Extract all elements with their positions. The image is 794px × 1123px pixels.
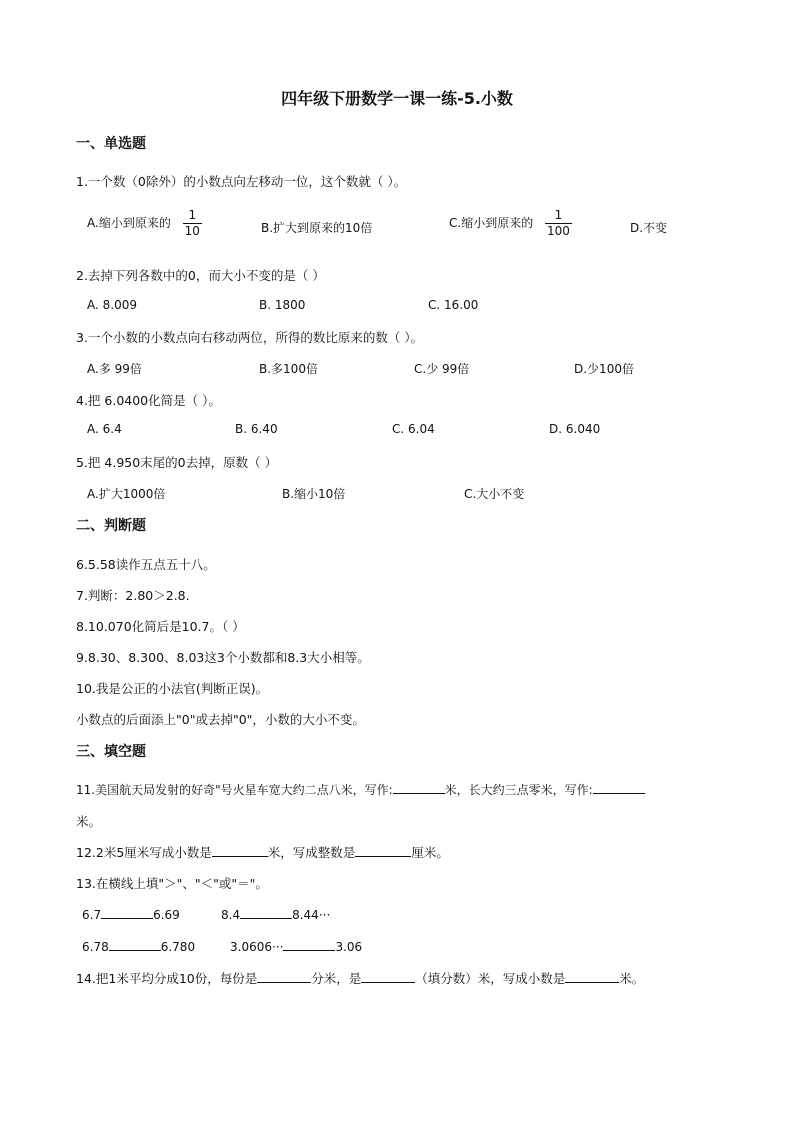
question-14-text: 分米，是 [311,971,362,986]
page-title: 四年级下册数学一课一练-5.小数 [281,89,513,108]
question-4-option-c: C. 6.04 [392,422,435,436]
question-13: 13.在横线上填"＞"、"＜"或"＝"。 [76,876,268,891]
question-14 [76,969,644,987]
question-4: 4.把 6.0400化简是（ ）。 [76,393,221,408]
question-10: 10.我是公正的小法官(判断正误)。 [76,681,269,696]
question-12 [76,843,449,861]
option-label: C.缩小到原来的 [449,216,534,230]
fraction-numerator: 1 [545,208,572,224]
question-11-text: 米，长大约三点零米，写作: [444,783,593,797]
fraction [183,208,202,239]
answer-blank[interactable] [565,970,619,983]
question-5-option-b: B.缩小10倍 [282,487,346,501]
compare-left: 6.7 [82,908,102,922]
question-8: 8.10.070化简后是10.7。（ ） [76,619,245,634]
compare-left: 8.4 [221,908,241,922]
question-2-option-c: C. 16.00 [428,298,479,312]
question-3-option-a: A.多 99倍 [87,362,142,376]
question-2-option-a: A. 8.009 [87,298,137,312]
question-3-option-d: D.少100倍 [574,362,634,376]
compare-item [82,938,195,954]
compare-right: 6.780 [160,940,196,954]
question-7: 7.判断：2.80＞2.8. [76,588,190,603]
answer-blank[interactable] [283,938,335,951]
question-3-option-b: B.多100倍 [259,362,318,376]
question-1-option-c [449,208,572,239]
question-3-option-c: C.少 99倍 [414,362,470,376]
section-heading-single-choice: 一、单选题 [76,136,146,152]
compare-left: 3.0606··· [230,940,284,954]
fraction-numerator: 1 [183,208,202,224]
answer-blank[interactable] [355,844,411,857]
answer-blank[interactable] [101,906,153,919]
section-heading-true-false: 二、判断题 [76,518,146,534]
question-4-option-b: B. 6.40 [235,422,278,436]
question-5-option-c: C.大小不变 [464,487,525,501]
question-1-option-a [87,208,202,239]
question-12-text: 米，写成整数是 [267,845,356,860]
compare-right: 3.06 [335,940,363,954]
fraction-denominator: 100 [547,224,570,238]
question-9: 9.8.30、8.300、8.03这3个小数都和8.3大小相等。 [76,650,370,665]
question-1: 1.一个数（0除外）的小数点向左移动一位，这个数就（ ）。 [76,174,407,189]
answer-blank[interactable] [361,970,415,983]
question-5: 5.把 4.950末尾的0去掉，原数（ ） [76,455,278,470]
question-11 [76,781,645,798]
question-14-text: 米。 [619,971,645,986]
question-10-statement: 小数点的后面添上"0"或去掉"0"，小数的大小不变。 [76,712,365,727]
option-label: A.缩小到原来的 [87,216,171,230]
question-11-end: 米。 [76,814,102,829]
answer-blank[interactable] [212,844,268,857]
compare-item [82,906,180,922]
question-11-text: 11.美国航天局发射的好奇"号火星车宽大约二点八米，写作: [76,783,393,797]
compare-right: 8.44··· [292,908,331,922]
question-4-option-a: A. 6.4 [87,422,122,436]
answer-blank[interactable] [593,781,645,794]
answer-blank[interactable] [109,938,161,951]
question-6: 6.5.58读作五点五十八。 [76,557,216,572]
compare-item [221,906,330,922]
question-14-text: 14.把1米平均分成10份，每份是 [76,971,258,986]
section-heading-fill-in: 三、填空题 [76,744,146,760]
question-3: 3.一个小数的小数点向右移动两位，所得的数比原来的数（ ）。 [76,330,424,345]
question-12-text: 12.2米5厘米写成小数是 [76,845,212,860]
question-2: 2.去掉下列各数中的0，而大小不变的是（ ） [76,268,325,283]
question-5-option-a: A.扩大1000倍 [87,487,166,501]
answer-blank[interactable] [393,781,445,794]
compare-item [230,938,362,954]
question-4-option-d: D. 6.040 [549,422,601,436]
answer-blank[interactable] [257,970,311,983]
question-14-text: （填分数）米，写成小数是 [415,971,566,986]
question-2-option-b: B. 1800 [259,298,306,312]
question-1-option-b: B.扩大到原来的10倍 [261,221,373,235]
question-12-text: 厘米。 [411,845,449,860]
fraction-denominator: 10 [184,224,200,238]
answer-blank[interactable] [240,906,292,919]
fraction [545,208,572,239]
compare-left: 6.78 [82,940,109,954]
compare-right: 6.69 [153,908,180,922]
question-1-option-d: D.不变 [630,221,668,235]
